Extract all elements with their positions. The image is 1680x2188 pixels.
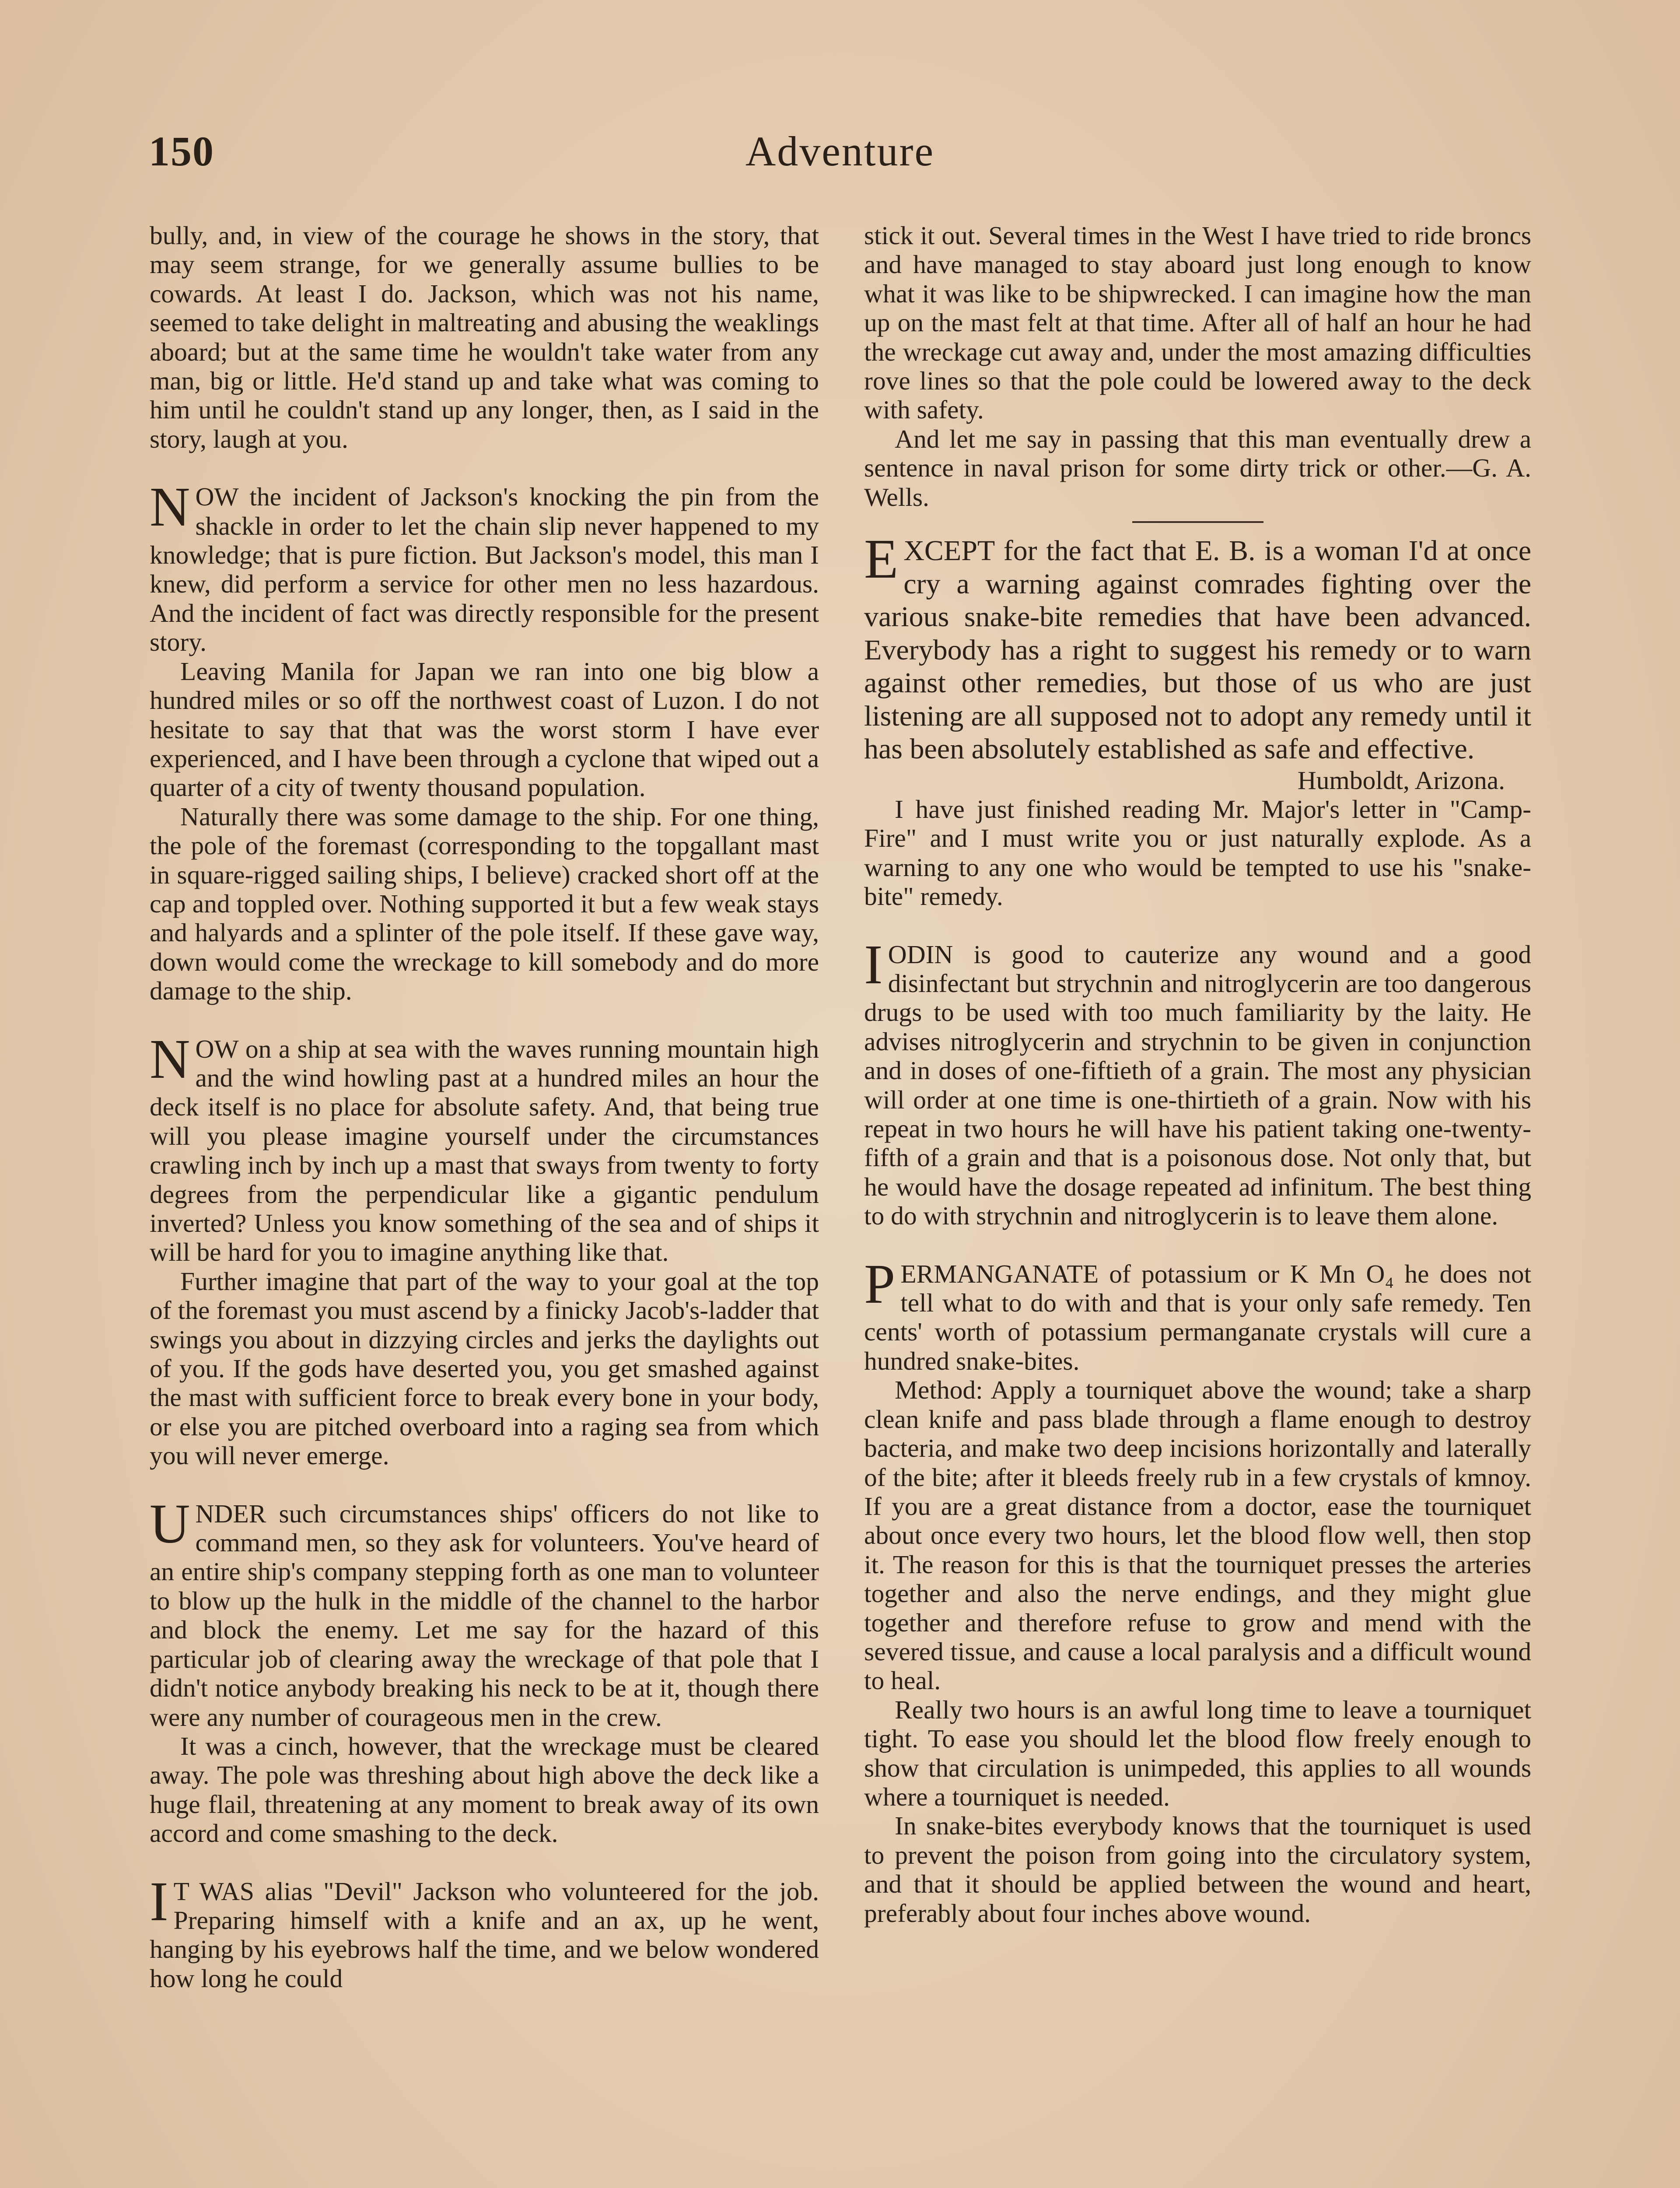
paragraph: Further imagine that part of the way to your goal at the top of the foremast you must ascend by a finicky Jacob's-ladder that swings you about in dizzying circles and jerks the daylights out of you. If the gods have deserted you, you get smashed against the mast with sufficient force to break every bone in your body, or else you are pitched overboard into a raging sea from which you will never emerge. [150, 1266, 819, 1470]
drop-cap: N [150, 476, 190, 538]
dateline: Humboldt, Arizona. [1297, 765, 1505, 795]
paragraph: Leaving Manila for Japan we ran into one big blow a hundred miles or so off the northwest coast of Luzon. I do not hesitate to say that that was the worst storm I have ever experienced, and I have been through a cyclone that wiped out a quarter of a city of twenty thousand population. [150, 656, 819, 802]
paragraph [150, 476, 819, 657]
paragraph-text: XCEPT for the fact that E. B. is a woman I'd at once cry a warning against comrades fighting over the various snake-bite remedies that have been advanced. Everybody has a right to suggest his remedy or to warn against other remedies, but those of us who are just listening are all supposed not to adopt any remedy until it has been absolutely established as safe and effective. [864, 535, 1531, 765]
paragraph: It was a cinch, however, that the wreckage must be cleared away. The pole was threshing about high above the deck like a huge flail, threatening at any moment to break away of its own accord and come smashing to the deck. [150, 1731, 819, 1848]
running-head: Adventure [745, 128, 935, 175]
paragraph [150, 1870, 819, 1993]
paragraph [150, 1027, 819, 1267]
page-number: 150 [149, 128, 214, 175]
letter-intro [864, 528, 1531, 766]
paragraph-text: OW the incident of Jackson's knocking the pin from the shackle in order to let the chain slip never happened to my knowledge; that is pure fiction. But Jackson's model, this man I knew, did perform a service for other men no less hazardous. And the incident of fact was directly responsible for the present story. [150, 482, 819, 657]
drop-cap: I [864, 933, 883, 996]
paragraph [150, 1492, 819, 1732]
paragraph-text: T WAS alias "Devil" Jackson who volunteered for the job. Preparing himself with a knife and an ax, up he went, hanging by his eyebrows half the time, and we below wondered how long he could [150, 1876, 819, 1993]
paragraph: bully, and, in view of the courage he shows in the story, that may seem strange, for we generally assume bullies to be cowards. At least I do. Jackson, which was not his name, seemed to take delight in maltreating and abusing the weaklings aboard; but at the same time he wouldn't take water from any man, big or little. He'd stand up and take what was coming to him until he couldn't stand up any longer, then, as I said in the story, laugh at you. [150, 221, 819, 453]
drop-cap: I [150, 1870, 168, 1932]
paragraph [864, 528, 1531, 766]
drop-cap: N [150, 1027, 190, 1090]
right-column [864, 221, 1531, 1928]
drop-cap: E [864, 528, 899, 590]
section-divider [1132, 521, 1264, 523]
paragraph: I have just finished reading Mr. Major's letter in "Camp-Fire" and I must write you or just naturally explode. As a warning to any one who would be tempted to use his "snake-bite" remedy. [864, 794, 1531, 911]
paragraph-text: NDER such circumstances ships' officers do not like to command men, so they ask for volunteers. You've heard of an entire ship's company stepping forth as one man to volunteer to blow up the hulk in the middle of the channel to the harbor and block the enemy. Let me say for the hazard of this particular job of clearing away the wreckage of that pole that I didn't notice anybody breaking his neck to be at it, though there were any number of courageous men in the crew. [150, 1499, 819, 1732]
paragraph-text: OW on a ship at sea with the waves running mountain high and the wind howling past at a hundred miles an hour the deck itself is no place for absolute safety. And, that being true will you please imagine yourself under the circumstances crawling inch by inch up a mast that sways from twenty to forty degrees from the perpendicular like a gigantic pendulum inverted? Unless you know something of the sea and of ships it will be hard for you to imagine anything like that. [150, 1034, 819, 1267]
drop-cap: P [864, 1252, 896, 1315]
left-column [150, 221, 819, 1993]
paragraph: Really two hours is an awful long time to leave a tourniquet tight. To ease you should let the blood flow freely enough to show that circulation is unimpeded, this applies to all wounds where a tourniquet is needed. [864, 1695, 1531, 1811]
signature-paragraph: And let me say in passing that this man eventually drew a sentence in naval prison for some dirty trick or other.—G. A. Wells. [864, 424, 1531, 512]
paragraph [864, 933, 1531, 1231]
paragraph: Naturally there was some damage to the ship. For one thing, the pole of the foremast (corresponding to the topgallant mast in square-rigged sailing ships, I believe) cracked short off at the cap and toppled over. Nothing supported it but a few weak stays and halyards and a splinter of the pole itself. If these gave way, down would come the wreckage to kill somebody and do more damage to the ship. [150, 802, 819, 1006]
paragraph: Method: Apply a tourniquet above the wound; take a sharp clean knife and pass blade through a flame enough to destroy bacteria, and make two deep incisions horizontally and laterally of the bite; after it bleeds freely rub in a few crystals of kmnoy. If you are a great distance from a doctor, ease the tourniquet about once every two hours, let the blood flow well, then stop it. The reason for this is that the tourniquet presses the arteries together and also the nerve endings, and they might glue together and therefore refuse to grow and mend with the severed tissue, and cause a local paralysis and a difficult wound to heal. [864, 1375, 1531, 1695]
paragraph: stick it out. Several times in the West I have tried to ride broncs and have managed to stay aboard just long enough to know what it was like to be shipwrecked. I can imagine how the man up on the mast felt at that time. After all of half an hour he had the wreckage cut away and, under the most amazing difficulties rove lines so that the pole could be lowered away to the deck with safety. [864, 221, 1531, 424]
paragraph: In snake-bites everybody knows that the tourniquet is used to prevent the poison from going into the circulatory system, and that it should be applied between the wound and heart, preferably about four inches above wound. [864, 1811, 1531, 1928]
paragraph [864, 1252, 1531, 1376]
drop-cap: U [150, 1492, 190, 1555]
paragraph-text: ODIN is good to cauterize any wound and a good disinfectant but strychnin and nitroglycerin are too dangerous drugs to be used with too much familiarity by the laity. He advises nitroglycerin and strychnin to be given in conjunction and in doses of one-fiftieth of a grain. The most any physician will order at one time is one-thirtieth of a grain. Now with his repeat in two hours he will have his patient taking one-twenty-fifth of a grain and that is a poisonous dose. Not only that, but he would have the dosage repeated ad infinitum. The best thing to do with strychnin and nitroglycerin is to leave them alone. [864, 940, 1531, 1231]
paragraph-text: ERMANGANATE of potassium or K Mn O₄ he does not tell what to do with and that is your only safe remedy. Ten cents' worth of potassium permanganate crystals will cure a hundred snake-bites. [864, 1259, 1531, 1375]
